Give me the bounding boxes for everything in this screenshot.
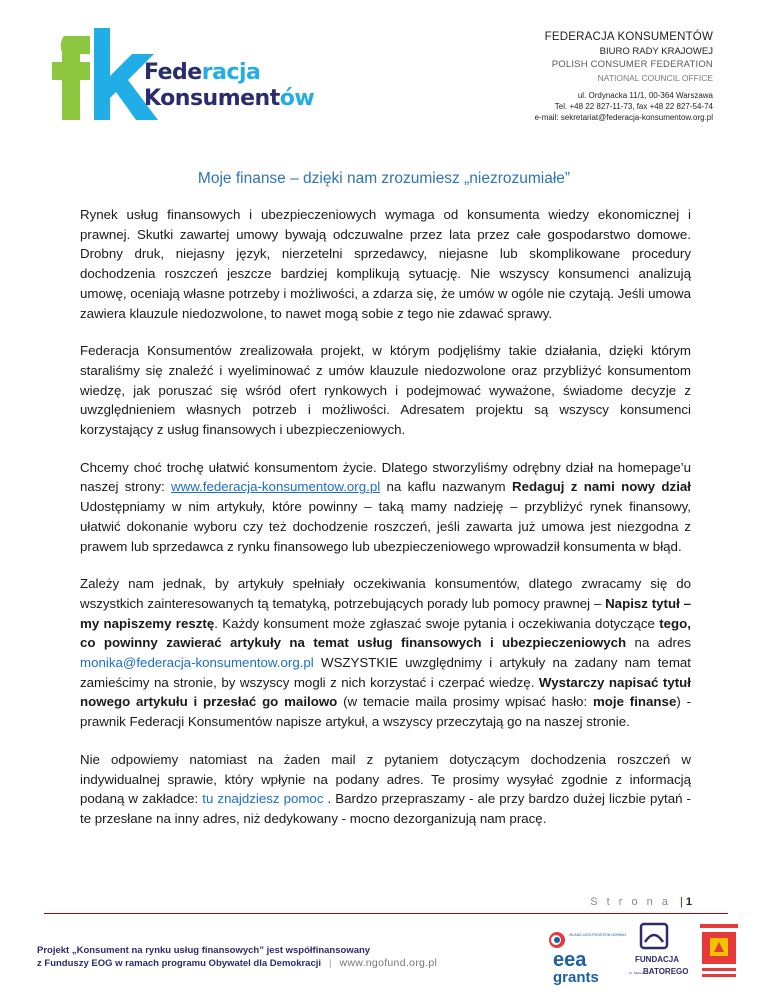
fundacja-batorego-logo	[627, 922, 689, 982]
paragraph-4: Zależy nam jednak, by artykuły spełniały oczekiwania konsumentów, dlatego zwracamy się do wszystkich zainteresowanych tą tematyką, potrzebujących porady lub pomocy prawnej – Napisz tytuł – my napiszemy resztę. Każdy konsument może zgłaszać swoje pytania i oczekiwania dotyczące tego, co powinny zawierać artykuły na temat usług finansowych i ubezpieczeniowych na adres monika@federacja-konsumentow.org.pl WSZYSTKIE uwzględnimy i artykuły na zadany nam temat zamieścimy na stronie, by wszyscy mogli z nich korzystać i czerpać wiedzę. Wystarczy napisać tytuł nowego artykułu i przesłać go mailowo (w temacie maila prosimy wpisać hasło: moje finanse) - prawnik Federacji Konsumentów napisze artykuł, a wszyscy przeczytają go na naszej stronie.	[80, 576, 692, 730]
paragraph-5: Nie odpowiemy natomiast na żaden mail z pytaniem dotyczącym dochodzenia roszczeń w indywidualnej sprawie, który wpłynie na podany adres. Te prosimy wysyłać zgodnie z informacją podaną w zakładce: tu znajdziesz pomoc . Bardzo przepraszamy - ale przy bardzo dużej liczbie pytań - te przesłane na inny adres, niż dedykowany - mocno dezorganizują nam pracę.	[80, 751, 691, 826]
logo-f-shape	[52, 36, 90, 120]
paragraph-2: Federacja Konsumentów zrealizowała projekt, w którym podjęliśmy takie działania, dzięki którym staraliśmy się znaleźć i wyeliminować z umów klauzule niedozwolone oraz przybliżyć konsumentom wiedzę, jak poruszać się wśród ofert rynkowych i podejmować wyważone, świadome decyzje z uwzględnieniem własnych potrzeb i możliwości. Adresatem projektu są wszyscy konsumenci korzystający z usług finansowych i ubezpieczeniowych.	[80, 343, 691, 438]
partner-flag-logo	[700, 924, 738, 984]
page-number: S t r o n a | 1	[590, 896, 692, 908]
office-name-en: NATIONAL COUNCIL OFFICE	[597, 73, 713, 83]
eea-grants-logo	[547, 926, 627, 986]
logo-wordmark: Federacja Konsumentów	[144, 60, 315, 111]
document-title: Moje finanse – dzięki nam zrozumiesz „niezrozumiałe”	[197, 170, 571, 187]
document-body	[80, 205, 691, 847]
footer-divider	[44, 913, 728, 914]
svg-text:eea: eea	[553, 949, 587, 971]
email-link[interactable]: monika@federacja-konsumentow.org.pl	[80, 655, 314, 671]
footer-line-1: Projekt „Konsument na rynku usług finansowych” jest współfinansowany	[37, 945, 371, 956]
svg-text:FUNDACJA: FUNDACJA	[635, 955, 679, 964]
footer-website[interactable]: www.ngofund.org.pl	[339, 957, 438, 969]
svg-text:grants: grants	[553, 969, 599, 986]
svg-text:BATOREGO: BATOREGO	[643, 967, 689, 976]
phone-fax: Tel. +48 22 827-11-73, fax +48 22 827-54-74	[554, 102, 713, 111]
footer-text: Projekt „Konsument na rynku usług finansowych” jest współfinansowany z Funduszy EOG w ramach programu Obywatel dla Demokracji | www.ngofund.org.pl	[37, 945, 438, 969]
website-link[interactable]: www.federacja-konsumentow.org.pl	[171, 479, 381, 495]
address: ul. Ordynacka 11/1, 00-364 Warszawa	[577, 91, 713, 100]
email: e-mail: sekretariat@federacja-konsumentow.org.pl	[534, 113, 713, 122]
org-name: FEDERACJA KONSUMENTÓW	[544, 31, 713, 43]
letterhead-contact	[535, 30, 713, 123]
paragraph-3: Chcemy choć trochę ułatwić konsumentom życie. Dlatego stworzyliśmy odrębny dział na homepage’u naszej strony: www.federacja-konsumentow.org.pl na kaflu nazwanym Redaguj z nami nowy dział Udostępniamy w nim artykuły, które powinny – taką mamy nadzieję – przybliżyć rynek finansowy, ułatwić dokonanie wyboru czy też dochodzenie roszczeń, jeśli zawarta już umowa jest niezgodna z prawem lub sprzedawca z rynku finansowego lub ubezpieczeniowego wprowadził konsumenta w błąd.	[80, 459, 691, 554]
svg-text:ISLAND LIECHTENSTEIN NORWAY: ISLAND LIECHTENSTEIN NORWAY	[569, 933, 627, 937]
svg-text:im. Stefana: im. Stefana	[629, 971, 645, 975]
org-name-en: POLISH CONSUMER FEDERATION	[551, 59, 713, 70]
footer-line-2: z Funduszy EOG w ramach programu Obywatel dla Demokracji	[37, 958, 322, 969]
help-link[interactable]: tu znajdziesz pomoc	[202, 791, 324, 807]
paragraph-1: Rynek usług finansowych i ubezpieczeniowych wymaga od konsumenta wiedzy ekonomicznej i prawnej. Skutki zawartej umowy bywają odczuwalne przez lata przez całe gospodarstwo domowe. Drobny druk, niejasny język, nierzetelni sprzedawcy, niejasne lub skomplikowane procedury dochodzenia roszczeń jeszcze bardziej komplikują sytuację. Nie wszyscy konsumenci analizują umowę, oceniają własne potrzeby i możliwości, a zdarza się, że umów w ogóle nie czytają. Jeśli umowa zawiera klauzule niedozwolone, to nawet mogą sobie z tego nie zdawać sprawy.	[80, 207, 691, 321]
office-name: BIURO RADY KRAJOWEJ	[599, 46, 713, 57]
